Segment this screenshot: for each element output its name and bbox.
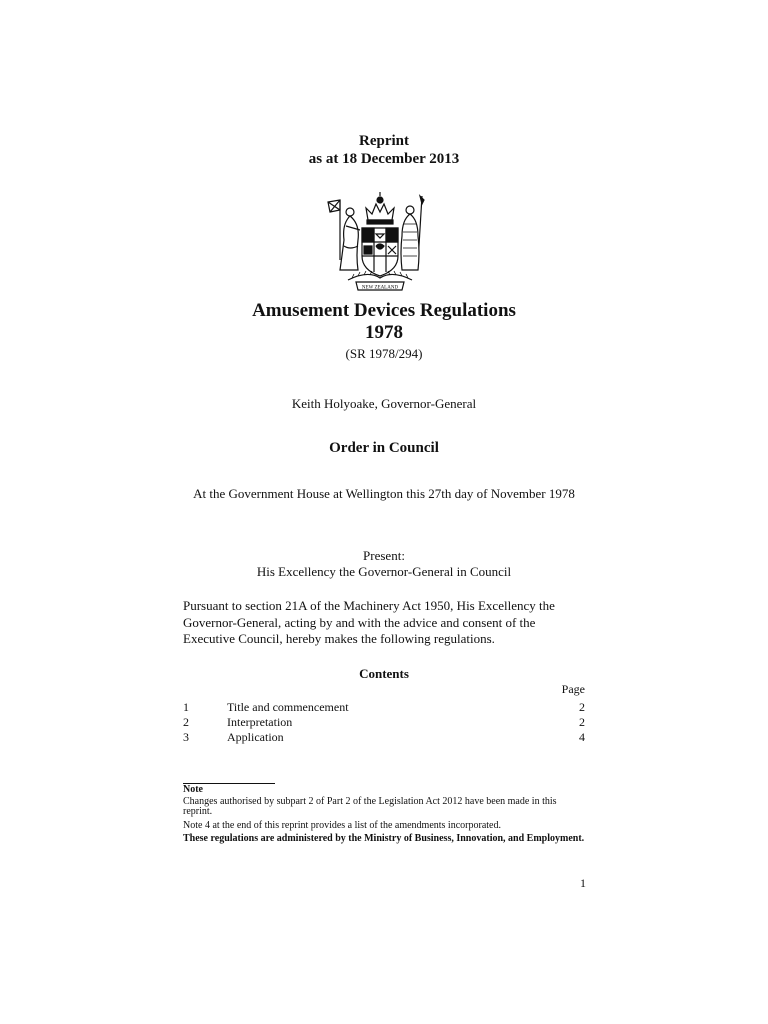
contents-item[interactable]	[183, 700, 585, 715]
contents-item-page: 2	[579, 700, 585, 714]
contents-item-label: Application	[227, 730, 284, 744]
contents-item-page: 2	[579, 715, 585, 729]
page-number: 1	[580, 876, 586, 890]
contents-item-page: 4	[579, 730, 585, 744]
coat-motto: NEW ZEALAND	[361, 285, 399, 291]
coat-of-arms-icon	[318, 190, 442, 294]
pursuant-paragraph: Pursuant to section 21A of the Machinery Act 1950, His Excellency the Governor-General, acting by and with the advice and consent of the Executive Council, hereby makes the following regulations.	[183, 598, 555, 646]
reprint-header	[0, 132, 768, 168]
note-amendments: Note 4 at the end of this reprint provides a list of the amendments incorporated.	[183, 819, 501, 831]
order-in-council-heading: Order in Council	[329, 440, 439, 456]
regulation-title-line1: Amusement Devices Regulations	[252, 300, 516, 321]
notes-section	[183, 785, 587, 848]
reprint-label: Reprint	[359, 133, 409, 149]
note-changes: Changes authorised by subpart 2 of Part 2 of the Legislation Act 2012 have been made in this reprint.	[183, 795, 557, 817]
note-administered-by: These regulations are administered by the Ministry of Business, Innovation, and Employment.	[183, 833, 585, 844]
present-who: His Excellency the Governor-General in Council	[256, 564, 512, 579]
governor-general: Keith Holyoake, Governor-General	[291, 396, 477, 411]
contents-item[interactable]	[183, 730, 585, 745]
present-label: Present:	[363, 548, 405, 563]
present-block	[0, 548, 768, 580]
contents-item[interactable]	[183, 715, 585, 730]
regulation-title-line2: 1978	[365, 322, 403, 343]
contents-item-number: 1	[183, 700, 189, 714]
contents-item-number: 3	[183, 730, 189, 744]
contents-heading: Contents	[359, 666, 409, 681]
reprint-date: as at 18 December 2013	[308, 151, 460, 167]
contents-item-number: 2	[183, 715, 189, 729]
contents-page-header: Page	[561, 682, 585, 696]
sr-number: (SR 1978/294)	[345, 346, 423, 361]
contents-item-label: Interpretation	[227, 715, 293, 729]
contents-item-label: Title and commencement	[227, 700, 349, 714]
note-heading: Note	[183, 784, 203, 795]
regulation-title	[0, 300, 768, 344]
contents-list	[183, 700, 585, 745]
at-government-house: At the Government House at Wellington this 27th day of November 1978	[193, 486, 575, 501]
